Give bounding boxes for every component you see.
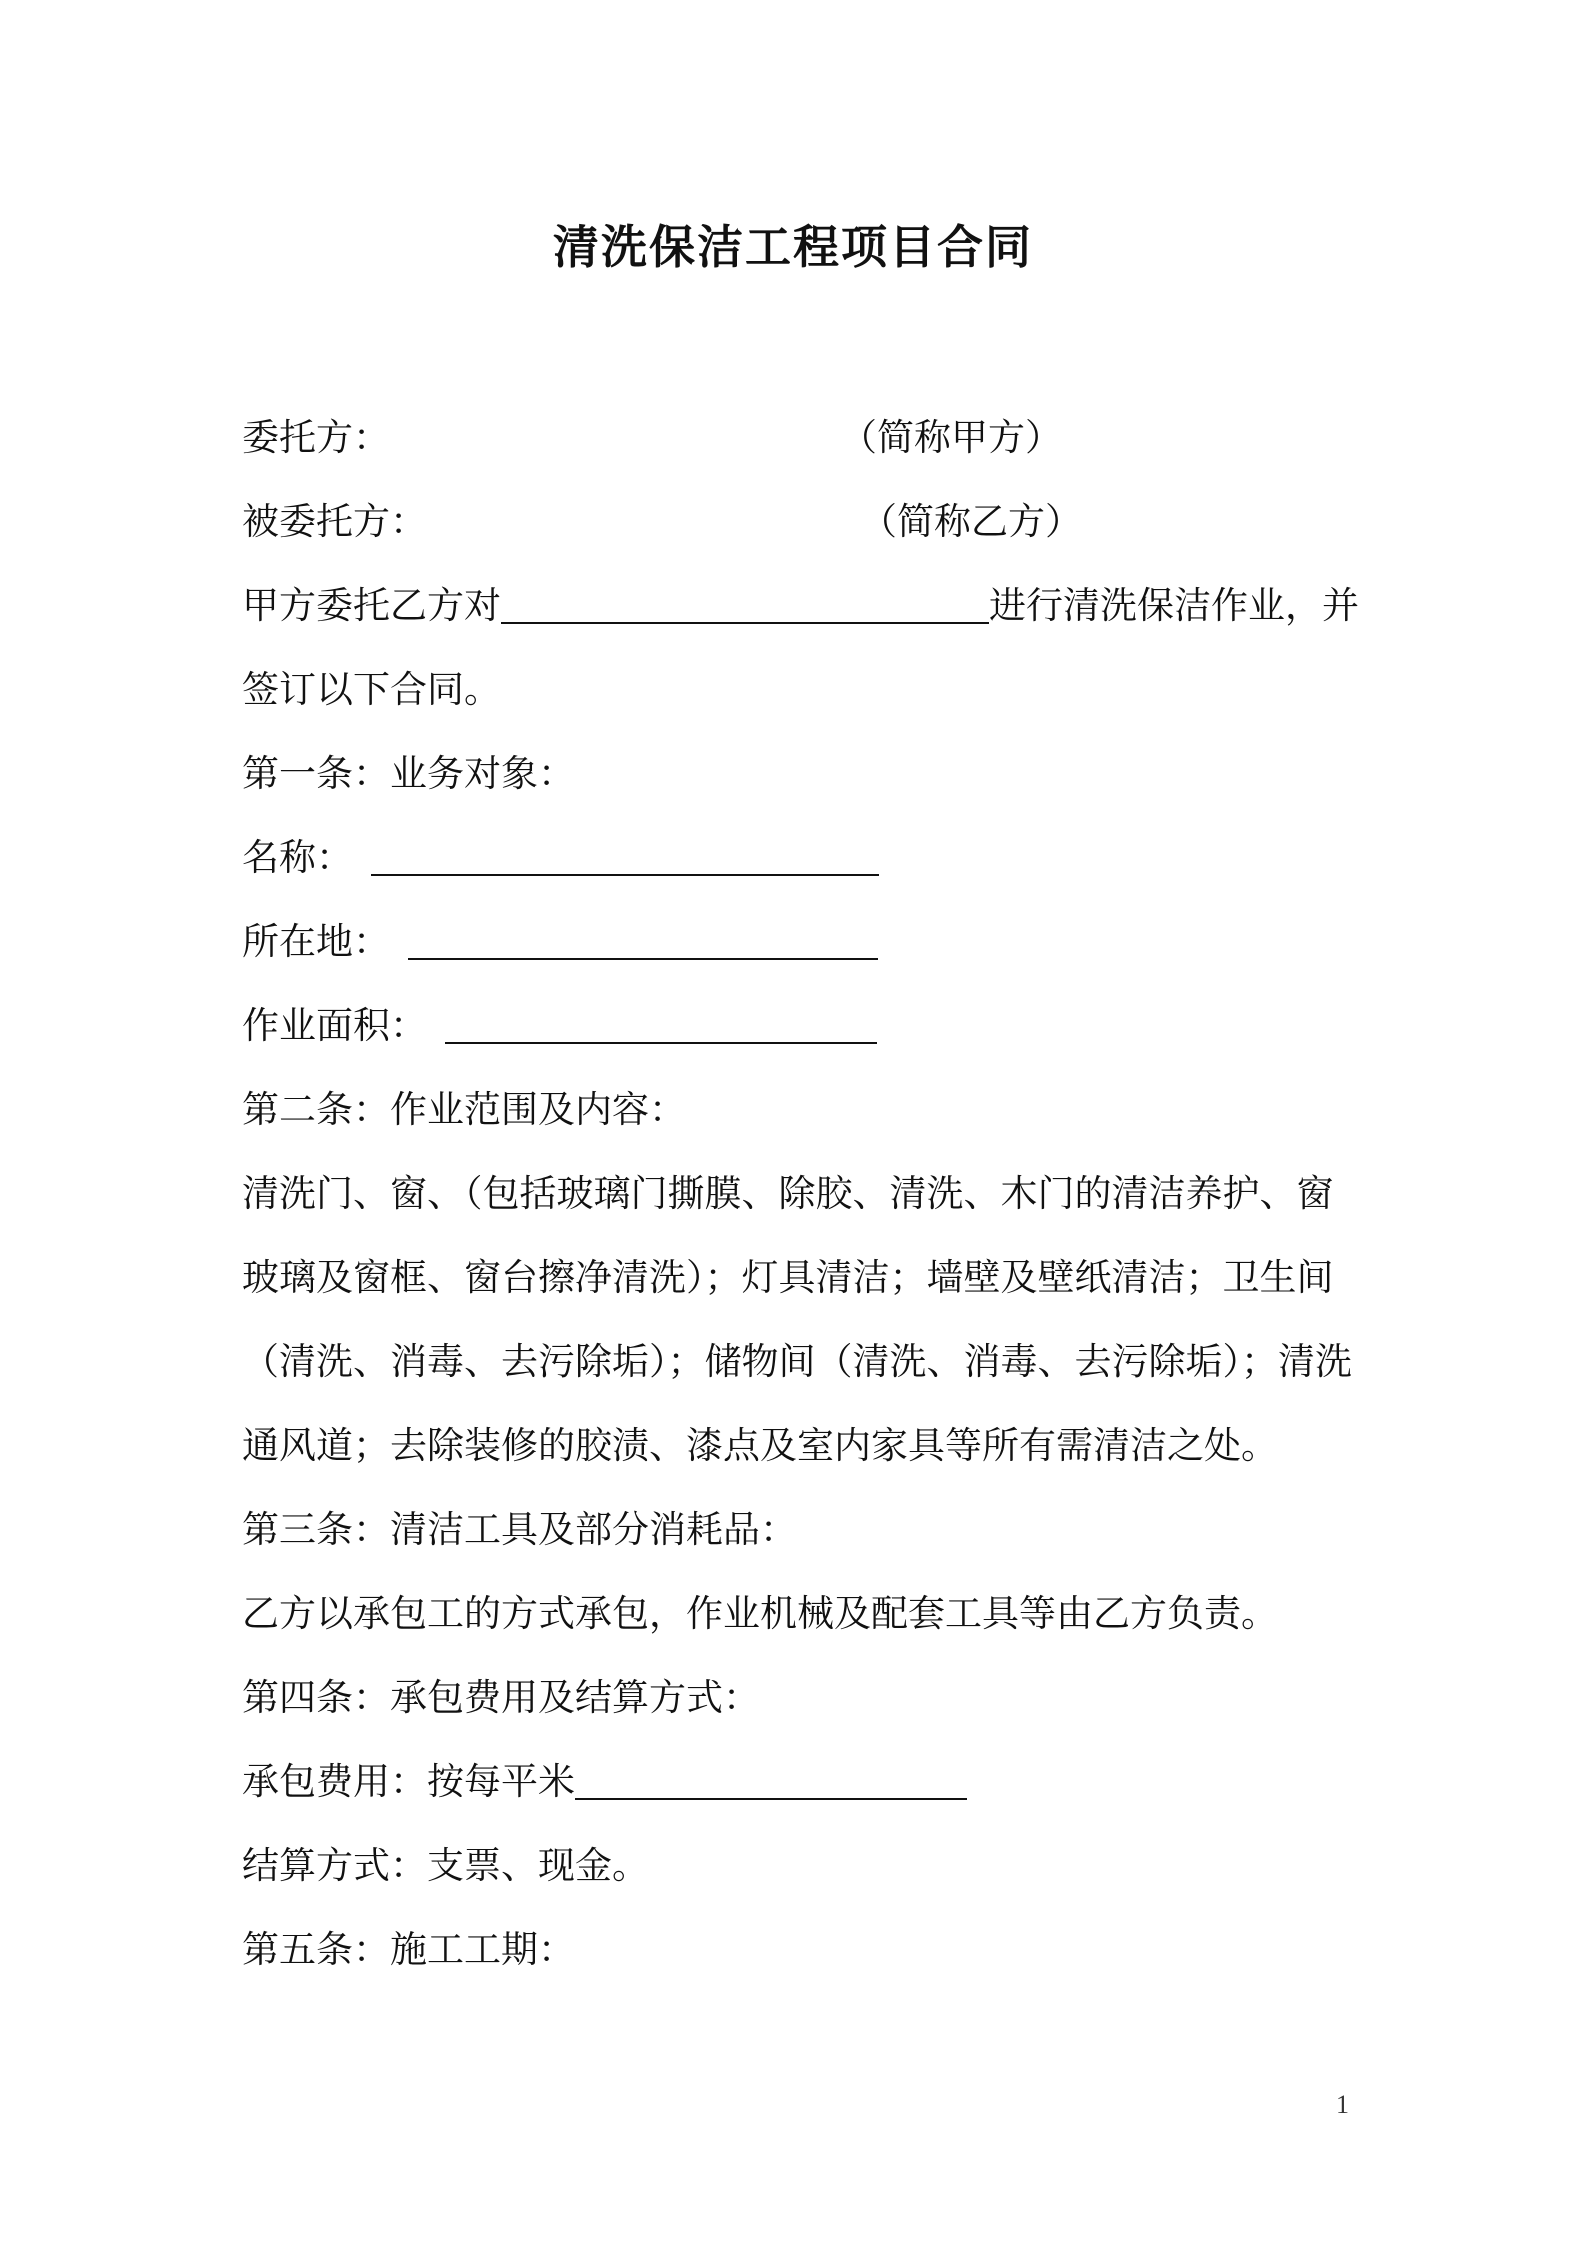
document-title: 清洗保洁工程项目合同 [553,220,1033,274]
location-label: 所在地： [242,920,390,963]
party-b-line [242,494,1082,550]
intro-line-2: 签订以下合同。 [242,668,501,711]
party-a-label: 委托方： [242,416,390,459]
intro-object-blank [501,582,989,624]
article-4-settle: 结算方式：支票、现金。 [242,1844,649,1887]
area-label: 作业面积： [242,1004,427,1047]
article-2-line: 清洗门、窗、（包括玻璃门撕膜、除胶、清洗、木门的清洁养护、窗 [242,1172,1334,1215]
name-label: 名称： [242,836,353,879]
article-4-heading: 第四条：承包费用及结算方式： [242,1676,760,1719]
page-number: 1 [1336,2090,1349,2119]
article-5-heading: 第五条：施工工期： [242,1928,575,1971]
intro-suffix: 进行清洗保洁作业，并 [989,584,1359,627]
fee-label: 承包费用：按每平米 [242,1760,575,1803]
article-1-name [242,830,879,886]
article-1-area [242,998,877,1054]
article-3-text: 乙方以承包工的方式承包，作业机械及配套工具等由乙方负责。 [242,1592,1278,1635]
party-b-label: 被委托方： [242,500,427,543]
party-a-short: （简称甲方） [840,416,1062,459]
intro-line-1 [242,578,1359,634]
article-2-heading: 第二条：作业范围及内容： [242,1088,686,1131]
article-1-location [242,914,878,970]
location-blank [408,918,878,960]
article-2-line: （清洗、消毒、去污除垢）；储物间（清洗、消毒、去污除垢）；清洗 [242,1340,1352,1383]
article-2-line: 通风道；去除装修的胶渍、漆点及室内家具等所有需清洁之处。 [242,1424,1278,1467]
article-4-fee [242,1754,967,1810]
intro-prefix: 甲方委托乙方对 [242,584,501,627]
area-blank [445,1002,877,1044]
party-b-short: （简称乙方） [860,500,1082,543]
fee-blank [575,1758,967,1800]
party-a-line [242,410,1062,466]
article-1-heading: 第一条：业务对象： [242,752,575,795]
name-blank [371,834,879,876]
article-2-line: 玻璃及窗框、窗台擦净清洗）；灯具清洁；墙壁及壁纸清洁；卫生间 [242,1256,1334,1299]
article-3-heading: 第三条：清洁工具及部分消耗品： [242,1508,797,1551]
